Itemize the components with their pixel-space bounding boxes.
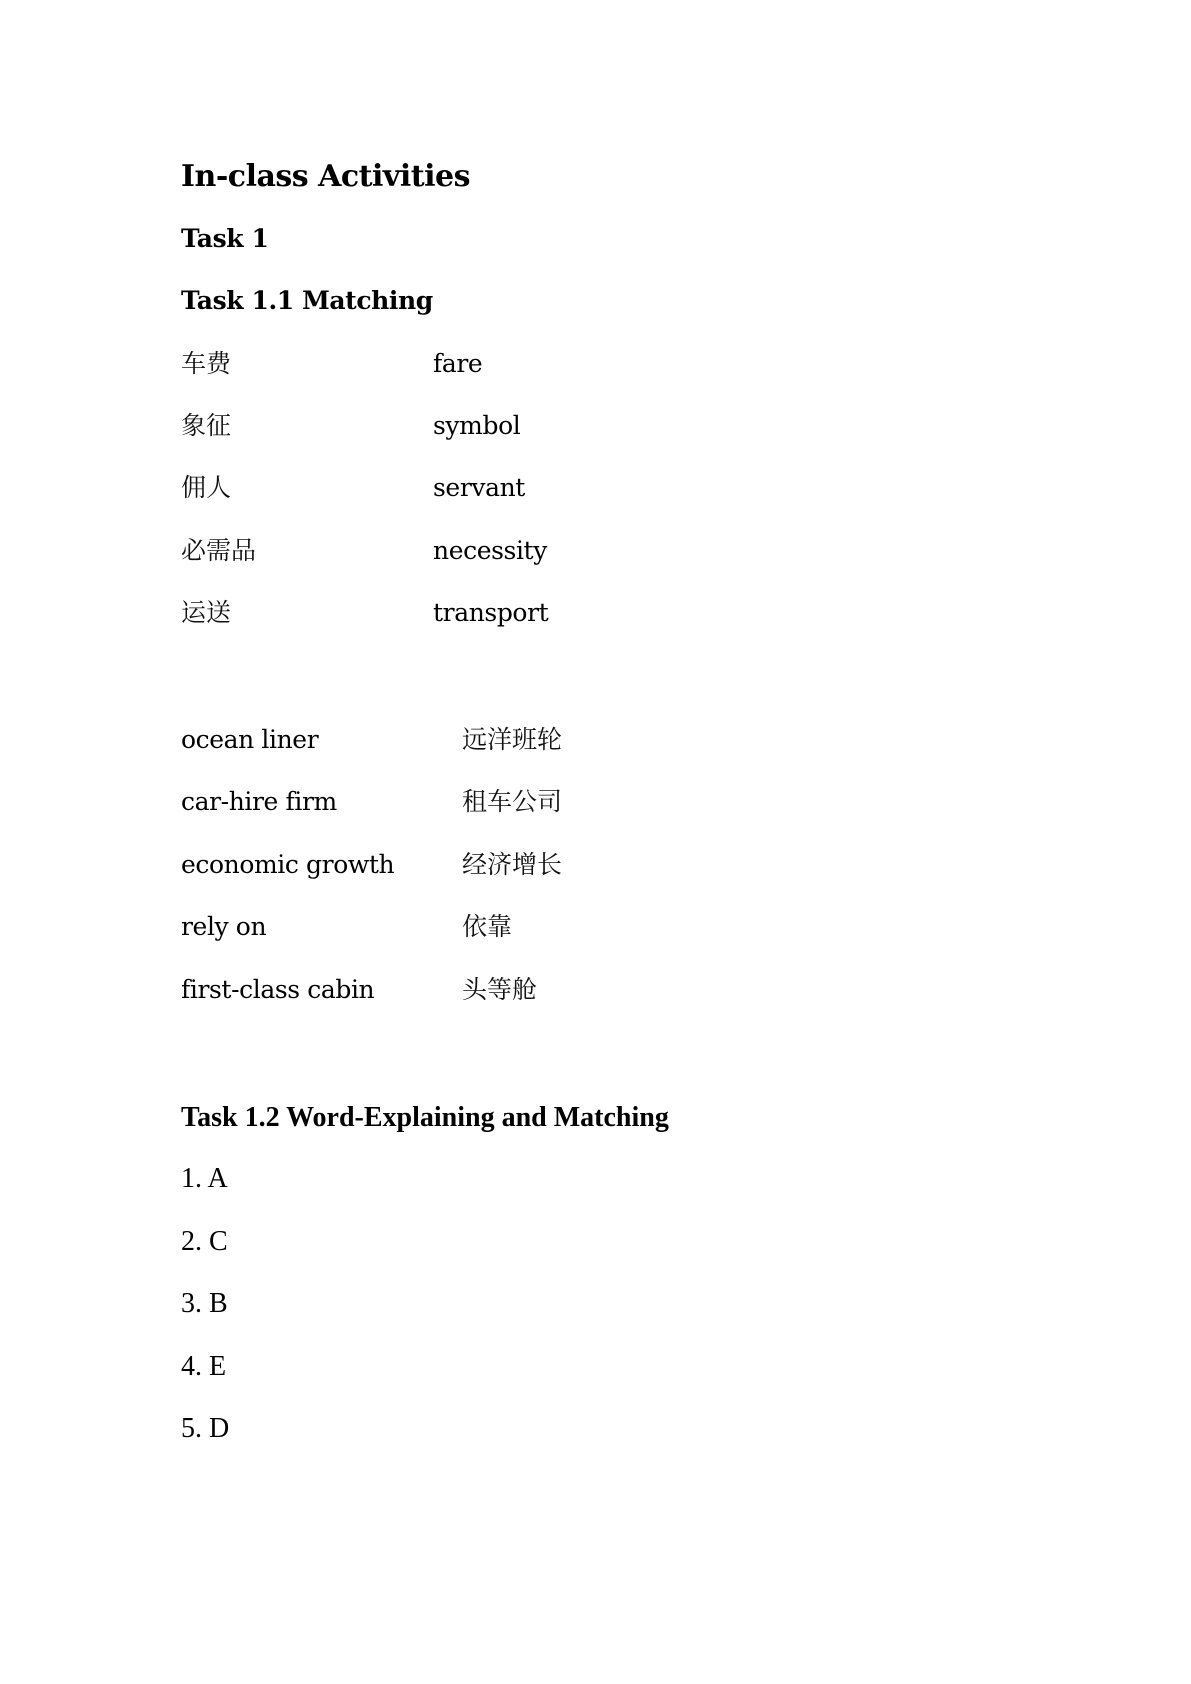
chinese-term: 头等舱 [462,975,538,1004]
english-term: symbol [433,411,521,440]
english-term: ocean liner [181,725,319,754]
list-item [181,475,881,509]
english-term: transport [433,598,549,627]
chinese-term: 佣人 [181,473,232,502]
chinese-term: 必需品 [181,536,257,565]
list-item [181,351,881,385]
task-1-2-heading: Task 1.2 Word-Explaining and Matching [181,1102,669,1133]
chinese-term: 经济增长 [462,850,563,879]
list-item [181,727,881,761]
chinese-term: 依靠 [462,912,513,941]
list-item [181,600,881,634]
list-item [181,789,881,823]
english-term: fare [433,349,483,378]
list-item [181,914,881,948]
english-term: car-hire firm [181,787,337,816]
chinese-term: 运送 [181,598,232,627]
chinese-term: 车费 [181,349,232,378]
list-item [181,977,881,1011]
english-term: economic growth [181,850,395,879]
page-title: In-class Activities [181,159,470,194]
answer-item: 1. A [181,1163,228,1194]
answer-item: 4. E [181,1351,227,1382]
task-1-heading: Task 1 [181,224,269,253]
chinese-term: 远洋班轮 [462,725,563,754]
answer-item: 2. C [181,1226,228,1257]
list-item [181,413,881,447]
list-item [181,852,881,886]
answer-item: 5. D [181,1413,230,1444]
list-item [181,538,881,572]
answer-item: 3. B [181,1288,228,1319]
english-term: rely on [181,912,267,941]
chinese-term: 象征 [181,411,232,440]
english-term: servant [433,473,525,502]
english-term: first-class cabin [181,975,375,1004]
chinese-term: 租车公司 [462,787,563,816]
task-1-1-heading: Task 1.1 Matching [181,286,433,315]
english-term: necessity [433,536,547,565]
